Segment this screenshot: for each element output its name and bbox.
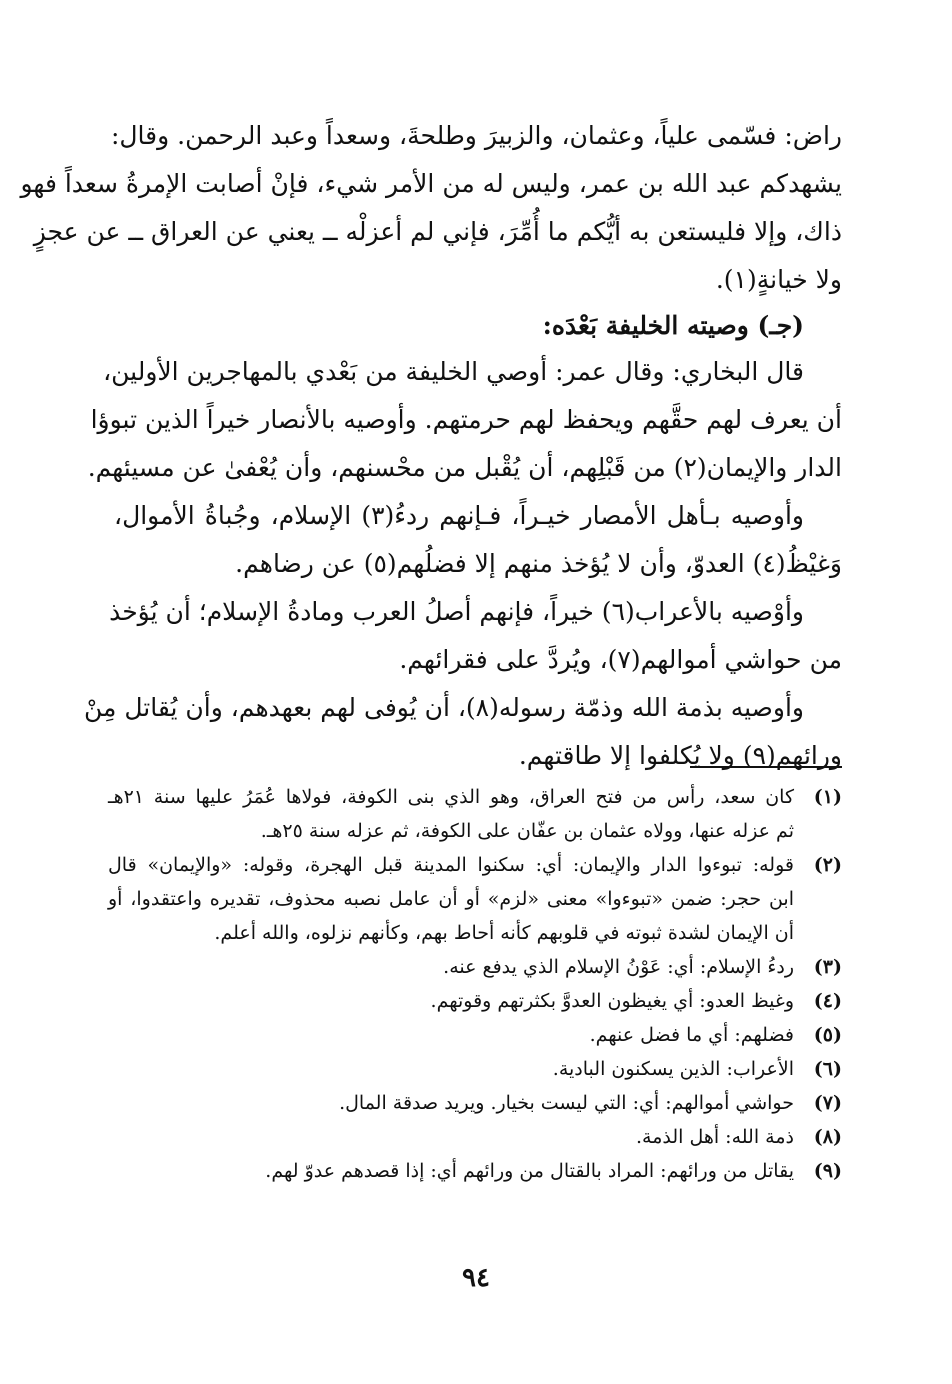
footnote-line: وغيظ العدو: أي يغيظون العدوَّ بكثرتهم وقوتهم.	[430, 990, 794, 1012]
footnote-item	[108, 1086, 842, 1120]
footnote-line: ابن حجر: ضمن «تبوءوا» معنى «لزم» أو أن عامل نصبه محذوف، تقديره واعتقدوا، أو	[108, 888, 794, 910]
footnote-text	[108, 1120, 794, 1154]
text-line: يشهدكم عبد الله بن عمر، وليس له من الأمر شيء، فإنْ أصابت الإمرةُ سعداً فهو	[20, 169, 842, 198]
footnote-number: (٨)	[813, 1126, 842, 1148]
footnote-text	[108, 950, 794, 984]
footnote-number: (٦)	[813, 1058, 842, 1080]
footnote-text	[108, 780, 794, 848]
footnote-item	[108, 848, 842, 950]
text-line: قال البخاري: وقال عمر: أوصي الخليفة من بَعْدي بالمهاجرين الأولين،	[103, 357, 804, 386]
paragraph-arab	[109, 588, 842, 684]
footnote-line: قوله: تبوءوا الدار والإيمان: أي: سكنوا المدينة قبل الهجرة، وقوله: «والإيمان» قال	[108, 854, 794, 876]
footnote-line: يقاتل من ورائهم: المراد بالقتال من ورائهم أي: إذا قصدهم عدوّ لهم.	[265, 1160, 794, 1182]
footnote-item	[108, 1154, 842, 1188]
footnote-text	[108, 1086, 794, 1120]
footnote-item	[108, 1120, 842, 1154]
footnote-text	[108, 848, 794, 950]
footnote-text	[108, 1154, 794, 1188]
footnote-number: (٤)	[813, 990, 842, 1012]
footnote-number: (١)	[813, 786, 842, 808]
text-line: ورائهم(٩) ولا يُكلفوا إلا طاقتهم.	[518, 741, 842, 770]
footnote-item	[108, 1018, 842, 1052]
footnote-item	[108, 780, 842, 848]
footnote-divider	[690, 766, 842, 768]
footnote-number: (٣)	[813, 956, 842, 978]
footnote-line: فضلهم: أي ما فضل عنهم.	[589, 1024, 794, 1046]
text-line: راض: فسّمى علياً، وعثمان، والزبيرَ وطلحةَ، وسعداً وعبد الرحمن. وقال:	[110, 121, 842, 150]
footnote-text	[108, 984, 794, 1018]
footnote-line: أن الإيمان لشدة ثبوته في قلوبهم كأنه أحاط بهم، وكأنهم نزلوه، والله أعلم.	[214, 922, 794, 944]
footnote-line: حواشي أموالهم: أي: التي ليست بخيار. ويريد صدقة المال.	[339, 1092, 794, 1114]
paragraph-bukhari	[87, 348, 842, 492]
footnote-number: (٥)	[813, 1024, 842, 1046]
text-line: وأوْصيه بالأعراب(٦) خيراً، فإنهم أصلُ العرب ومادةُ الإسلام؛ أن يُؤخذ	[109, 597, 804, 626]
text-line: الدار والإيمان(٢) من قَبْلِهم، أن يُقْبل من محْسنهم، وأن يُعْفىٰ عن مسيئهم.	[87, 453, 842, 482]
footnote-text	[108, 1052, 794, 1086]
text-line: أن يعرف لهم حقَّهم ويحفظ لهم حرمتهم. وأوصيه بالأنصار خيراً الذين تبوؤا	[90, 405, 842, 434]
footnotes	[108, 780, 842, 1188]
footnote-line: ردءُ الإسلام: أي: عَوْنُ الإسلام الذي يدفع عنه.	[443, 956, 794, 978]
text-line: وأوصيه بـأهل الأمصار خيـراً، فـإنهم ردءُ(٣) الإسلام، وجُباةُ الأموال،	[114, 501, 804, 530]
paragraph-amsar	[114, 492, 842, 588]
footnote-item	[108, 984, 842, 1018]
page-number: ٩٤	[462, 1263, 490, 1293]
main-text	[20, 112, 842, 780]
footnote-text	[108, 1018, 794, 1052]
text-line: ولا خيانةٍ(١).	[715, 265, 842, 294]
footnote-line: كان سعد، رأس من فتح العراق، وهو الذي بنى الكوفة، فولاها عُمَرُ عليها سنة ٢١هـ	[108, 786, 794, 808]
footnote-line: الأعراب: الذين يسكنون البادية.	[552, 1058, 794, 1080]
footnote-number: (٧)	[813, 1092, 842, 1114]
footnote-number: (٢)	[813, 854, 842, 876]
paragraph-continued	[20, 112, 842, 304]
footnote-line: ذمة الله: أهل الذمة.	[635, 1126, 794, 1148]
text-line: من حواشي أموالهم(٧)، ويُردَّ على فقرائهم.	[399, 645, 842, 674]
footnote-line: ثم عزله عنها، وولاه عثمان بن عفّان على الكوفة، ثم عزله سنة ٢٥هـ.	[260, 820, 794, 842]
section-heading: (جـ) وصيته الخليفة بَعْدَه:	[542, 311, 804, 340]
footnote-item	[108, 1052, 842, 1086]
footnote-number: (٩)	[813, 1160, 842, 1182]
text-line: وأوصيه بذمة الله وذمّة رسوله(٨)، أن يُوفى لهم بعهدهم، وأن يُقاتل مِنْ	[84, 693, 804, 722]
text-line: ذاك، وإلا فليستعن به أيُّكم ما أُمِّرَ، فإني لم أعزلْه ــ يعني عن العراق ــ عن عجزٍ	[33, 217, 842, 246]
footnote-item	[108, 950, 842, 984]
text-line: وَغيْظُ(٤) العدوّ، وأن لا يُؤخذ منهم إلا فضلُهم(٥) عن رضاهم.	[235, 549, 842, 578]
